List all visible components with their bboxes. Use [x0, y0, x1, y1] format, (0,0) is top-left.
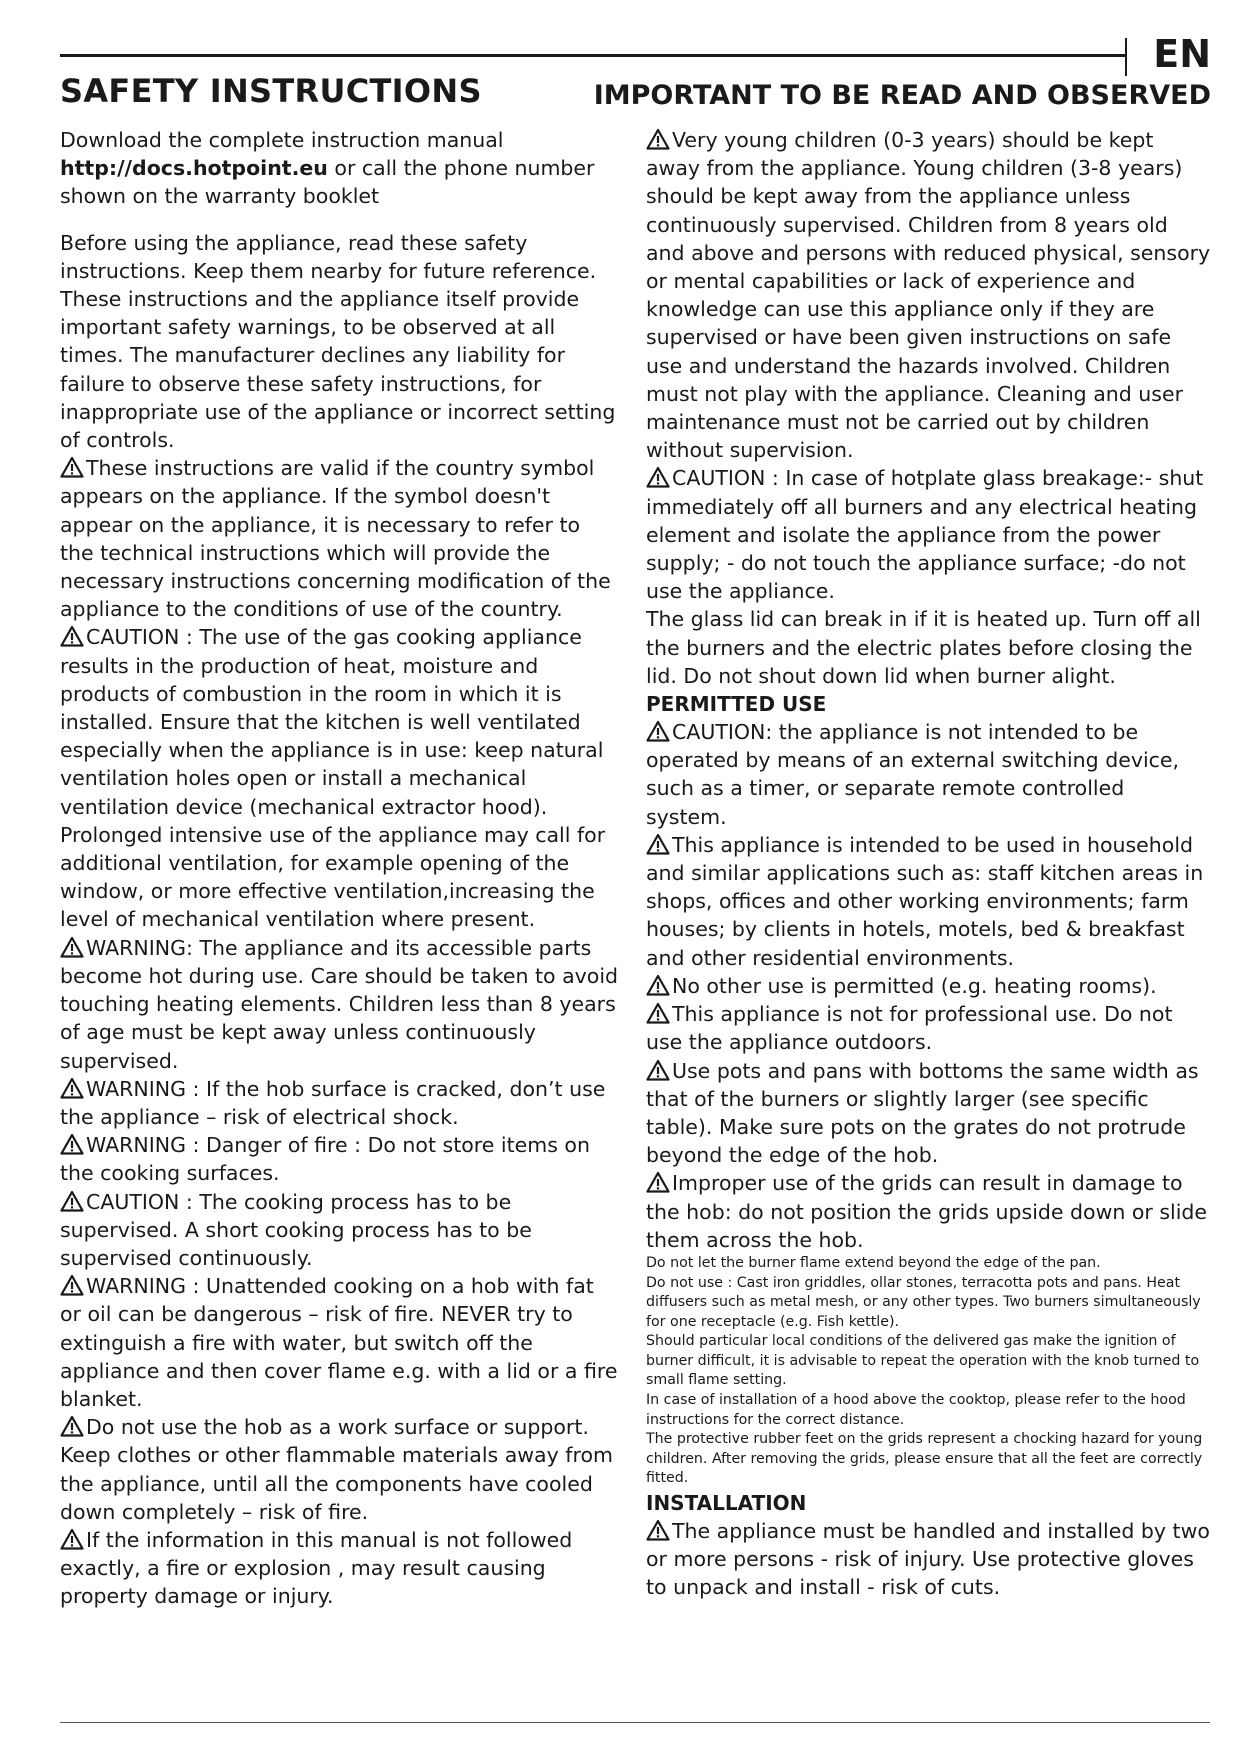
page-title: SAFETY INSTRUCTIONS [60, 72, 482, 110]
download-paragraph [60, 126, 620, 211]
header-tick [1125, 38, 1127, 76]
language-code: EN [1153, 32, 1211, 76]
note-burner-flame: Do not let the burner flame extend beyond the edge of the pan. [646, 1254, 1101, 1271]
warning-triangle-icon [646, 466, 670, 488]
warning-triangle-icon [60, 936, 84, 958]
warning-text: CAUTION : The cooking process has to be supervised. A short cooking process has to be supervised continuously. [60, 1189, 532, 1270]
warning-text: These instructions are valid if the country symbol appears on the appliance. If the symbol doesn't appear on the appliance, it is necessary to refer to the technical instructions which will provide the necessary instructions concerning modification of the appliance to the conditions of use of the country. [60, 456, 611, 622]
warning-triangle-icon [646, 1519, 670, 1541]
warning-country-symbol [60, 454, 620, 623]
warning-triangle-icon [60, 1415, 84, 1437]
liability-paragraph: These instructions and the appliance itself provide important safety warnings, to be observed at all times. The manufacturer declines any liability for failure to observe these safety instructions, for inappropriate use of the appliance or incorrect setting of controls. [60, 287, 616, 453]
warning-not-professional [646, 1000, 1211, 1056]
warning-triangle-icon [60, 1274, 84, 1296]
right-column [646, 126, 1211, 1602]
warning-triangle-icon [60, 1190, 84, 1212]
warning-text: Very young children (0-3 years) should be kept away from the appliance. Young children (3-8 years) should be kept away from the appliance unless continuously supervised. Children from 8 years old and above and persons with reduced physical, sensory or mental capabilities or lack of experience and knowledge can use this appliance only if they are supervised or have been given instructions on safe use and understand the hazards involved. Children must not play with the appliance. Cleaning and user maintenance must not be carried out by children without supervision. [646, 128, 1211, 463]
warning-triangle-icon [646, 833, 670, 855]
download-text: Download the complete instruction manual [60, 128, 504, 152]
warning-unattended-cooking [60, 1272, 620, 1413]
warning-no-other-use [646, 972, 1211, 1000]
warning-text: Use pots and pans with bottoms the same width as that of the burners or slightly larger (see specific table). Make sure pots on the grates do not protrude beyond the edge of the hob. [646, 1058, 1199, 1168]
warning-text: This appliance is not for professional use. Do not use the appliance outdoors. [646, 1002, 1173, 1055]
warning-children [646, 126, 1211, 464]
warning-hot-parts [60, 934, 620, 1075]
page-subtitle: IMPORTANT TO BE READ AND OBSERVED [593, 80, 1211, 111]
glass-lid-paragraph: The glass lid can break in if it is heated up. Turn off all the burners and the electric plates before closing the lid. Do not shout down lid when burner alight. [646, 607, 1201, 688]
warning-triangle-icon [60, 1077, 84, 1099]
caution-glass-breakage [646, 464, 1211, 605]
warning-text: WARNING : Danger of fire : Do not store items on the cooking surfaces. [60, 1133, 590, 1186]
warning-triangle-icon [646, 128, 670, 150]
warning-grids [646, 1169, 1211, 1254]
download-text-end: or call the phone number shown on the warranty booklet [60, 156, 595, 209]
warning-triangle-icon [60, 456, 84, 478]
warning-household-use [646, 831, 1211, 972]
warning-text: CAUTION: the appliance is not intended to be operated by means of an external switching device, such as a timer, or separate remote controlled system. [646, 720, 1180, 829]
warning-text: WARNING: The appliance and its accessible parts become hot during use. Care should be taken to avoid touching heating elements. Children less than 8 years of age must be kept away unless continuously supervised. [60, 935, 619, 1073]
intro-paragraph: Before using the appliance, read these safety instructions. Keep them nearby for future reference. [60, 230, 597, 283]
warning-pots-and-pans [646, 1057, 1211, 1170]
note-rubber-feet: The protective rubber feet on the grids represent a chocking hazard for young children. After removing the grids, please ensure that all the feet are correctly fitted. [646, 1431, 1203, 1487]
caution-supervised-cooking [60, 1188, 620, 1273]
manual-url: http://docs.hotpoint.eu [60, 156, 328, 181]
warning-text: The appliance must be handled and installed by two or more persons - risk of injury. Use protective gloves to unpack and install - risk of cuts. [646, 1519, 1210, 1600]
section-heading-permitted-use: PERMITTED USE [646, 692, 827, 717]
warning-text: Do not use the hob as a work surface or support. Keep clothes or other flammable materials away from the appliance, until all the components have cooled down completely – risk of fire. [60, 1415, 613, 1524]
warning-text: If the information in this manual is not followed exactly, a fire or explosion , may result causing property damage or injury. [60, 1527, 573, 1609]
warning-text: CAUTION : In case of hotplate glass breakage:- shut immediately off all burners and any electrical heating element and isolate the appliance from the power supply; - do not touch the appliance surface; -do not use the appliance. [646, 466, 1204, 604]
caution-ventilation [60, 623, 620, 933]
warning-manual-followed [60, 1526, 620, 1611]
warning-work-surface [60, 1413, 620, 1526]
warning-text: WARNING : Unattended cooking on a hob with fat or oil can be dangerous – risk of fire. NEVER try to extinguish a fire with water, but switch off the appliance and then cover flame e.g. with a lid or a fire blanket. [60, 1274, 618, 1411]
warning-triangle-icon [646, 720, 670, 742]
warning-installation [646, 1517, 1211, 1602]
warning-text: This appliance is intended to be used in household and similar applications such as: staff kitchen areas in shops, offices and other working environments; farm houses; by clients in hotels, motels, bed & breakfast and other residential environments. [646, 832, 1204, 970]
warning-text: No other use is permitted (e.g. heating rooms). [672, 973, 1157, 998]
warning-fire-storage [60, 1131, 620, 1187]
warning-cracked-surface [60, 1075, 620, 1131]
warning-triangle-icon [646, 1002, 670, 1024]
caution-external-switch [646, 718, 1211, 831]
warning-text: WARNING : If the hob surface is cracked, don’t use the appliance – risk of electrical shock. [60, 1076, 606, 1129]
note-do-not-use: Do not use : Cast iron griddles, ollar stones, terracotta pots and pans. Heat diffusers such as metal mesh, or any other types. Two burners simultaneously for one receptacle (e.g. Fish kettle). [646, 1274, 1201, 1330]
left-column [60, 126, 620, 1611]
header-rule [60, 54, 1126, 57]
warning-triangle-icon [646, 1059, 670, 1081]
warning-triangle-icon [646, 974, 670, 996]
warning-text: Improper use of the grids can result in damage to the hob: do not position the grids upside down or slide them across the hob. [646, 1171, 1208, 1252]
warning-triangle-icon [60, 1133, 84, 1155]
warning-text: CAUTION : The use of the gas cooking appliance results in the production of heat, moisture and products of combustion in the room in which it is installed. Ensure that the kitchen is well ventilated especially when the appliance is in use: keep natural ventilation holes open or install a mechanical ventilation device (mechanical extractor hood). Prolonged intensive use of the appliance may call for additional ventilation, for example opening of the window, or more effective ventilation,increasing the level of mechanical ventilation where present. [60, 625, 606, 932]
note-gas-ignition: Should particular local conditions of the delivered gas make the ignition of burner difficult, it is advisable to repeat the operation with the knob turned to small flame setting. [646, 1333, 1200, 1389]
note-hood-installation: In case of installation of a hood above the cooktop, please refer to the hood instructions for the correct distance. [646, 1392, 1186, 1428]
warning-triangle-icon [60, 1528, 84, 1550]
warning-triangle-icon [646, 1171, 670, 1193]
warning-triangle-icon [60, 625, 84, 647]
footer-rule [60, 1722, 1210, 1723]
section-heading-installation: INSTALLATION [646, 1491, 807, 1516]
